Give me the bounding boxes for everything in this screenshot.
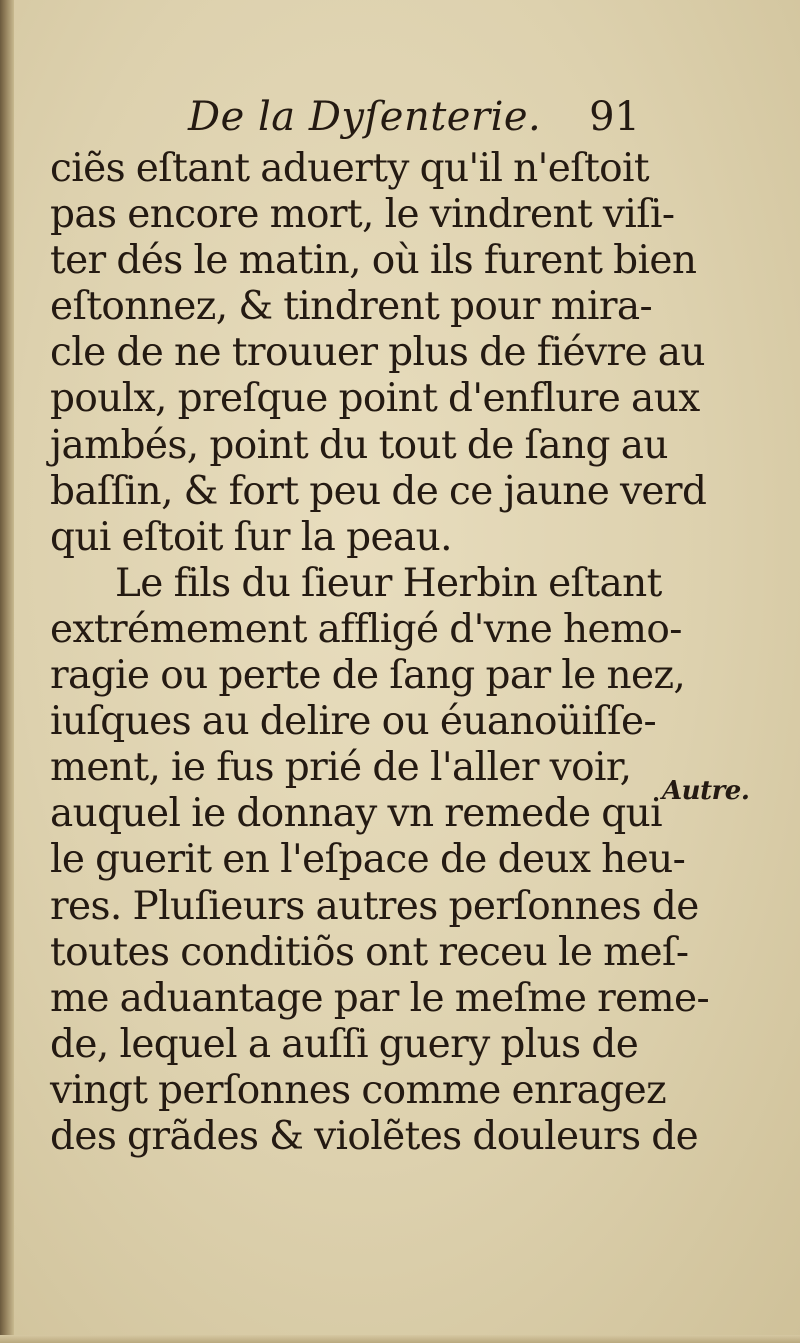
text-line: auquel ie donnay vn remede qui [50, 791, 663, 837]
page-bottom-edge [0, 1335, 800, 1343]
text-line: me aduantage par le meſme reme- [50, 975, 710, 1021]
text-line: ragie ou perte de ſang par le nez, [50, 653, 686, 699]
page-text-block [50, 88, 710, 1160]
text-line: poulx, preſque point d'enflure aux [50, 376, 700, 422]
text-line: extrémement affligé d'vne hemo- [50, 606, 682, 652]
text-line: ciẽs eſtant aduerty qu'il n'eſtoit [50, 146, 649, 191]
running-title: De la Dyſenterie. [188, 94, 542, 140]
text-line: baſſin, & fort peu de ce jaune verd [50, 468, 707, 514]
text-line: toutes conditiõs ont receu le meſ- [50, 929, 689, 975]
text-line: iuſques au delire ou éuanoüiſſe- [50, 699, 657, 745]
text-line: qui eſtoit ſur la peau. [50, 514, 452, 560]
text-line: vingt perſonnes comme enragez [50, 1067, 667, 1113]
text-line: le guerit en l'eſpace de deux heu- [50, 837, 686, 883]
text-line: ment, ie fus prié de l'aller voir, [50, 745, 632, 791]
page-number: 91 [589, 94, 640, 140]
text-line: de, lequel a auſſi guery plus de [50, 1021, 639, 1067]
text-line: res. Pluſieurs autres perſonnes de [50, 883, 699, 929]
margin-note: Autre. [662, 776, 750, 806]
text-line: pas encore mort, le vindrent viſi- [50, 192, 675, 238]
page-gutter [0, 0, 14, 1343]
text-line: des grãdes & violẽtes douleurs de [50, 1113, 699, 1159]
text-line: jambés, point du tout de ſang au [50, 422, 668, 468]
paragraph-start-line: Le fils du ſieur Herbin eſtant [115, 560, 662, 606]
running-head [50, 88, 650, 146]
text-line: ter dés le matin, où ils furent bien [50, 238, 697, 284]
text-line: eſtonnez, & tindrent pour mira- [50, 284, 653, 330]
text-line: cle de ne trouuer plus de fiévre au [50, 330, 705, 376]
